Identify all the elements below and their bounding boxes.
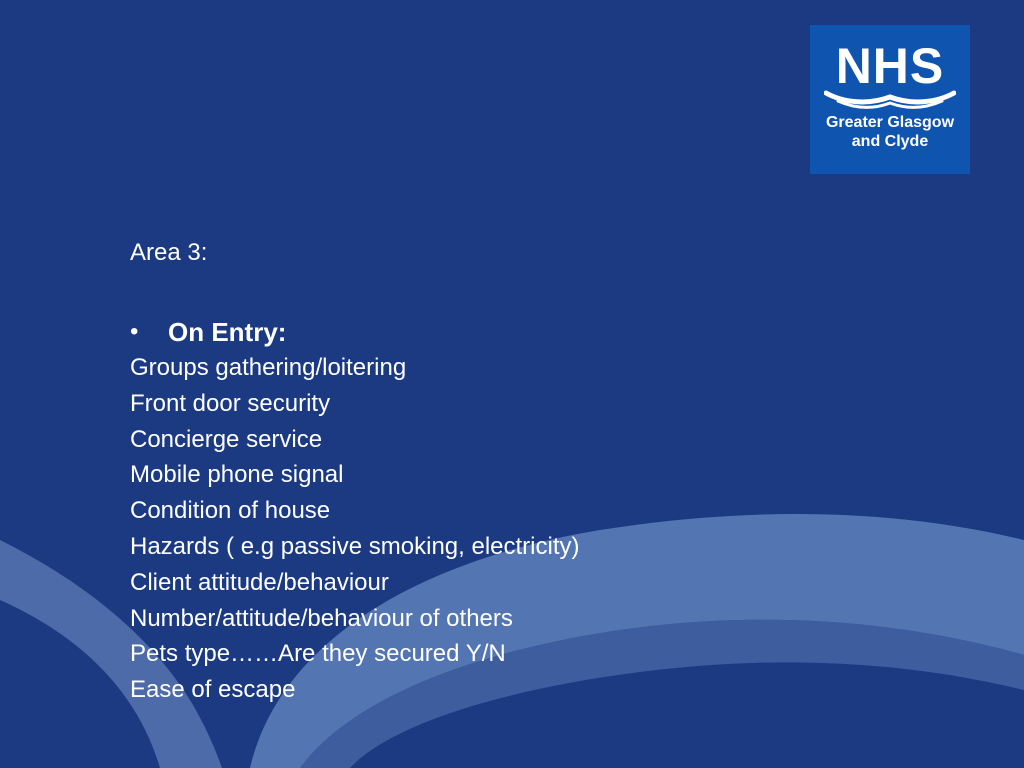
list-item: Groups gathering/loitering bbox=[130, 354, 407, 381]
logo-subtitle-line2: and Clyde bbox=[851, 133, 929, 150]
item-list bbox=[130, 350, 830, 708]
list-item: Hazards ( e.g passive smoking, electricity) bbox=[130, 532, 580, 560]
bullet-icon: • bbox=[130, 318, 139, 345]
list-item: Mobile phone signal bbox=[130, 461, 344, 489]
list-item: Ease of escape bbox=[130, 676, 296, 704]
list-item: Client attitude/behaviour bbox=[130, 568, 389, 596]
list-item: Number/attitude/behaviour of others bbox=[130, 604, 513, 632]
section-bullet bbox=[130, 314, 830, 350]
slide-content bbox=[130, 236, 830, 708]
list-item: Concierge service bbox=[130, 425, 323, 453]
section-title: On Entry: bbox=[168, 317, 287, 347]
logo-subtitle-line1: Greater Glasgow bbox=[825, 114, 955, 131]
area-heading: Area 3: bbox=[130, 239, 208, 266]
logo-title: NHS bbox=[835, 38, 945, 94]
list-item: Front door security bbox=[130, 389, 331, 417]
nhs-logo bbox=[810, 25, 970, 174]
spacer bbox=[130, 270, 830, 314]
logo-subtitle bbox=[810, 113, 970, 151]
list-item: Condition of house bbox=[130, 497, 331, 525]
list-item: Pets type……Are they secured Y/N bbox=[130, 640, 506, 668]
